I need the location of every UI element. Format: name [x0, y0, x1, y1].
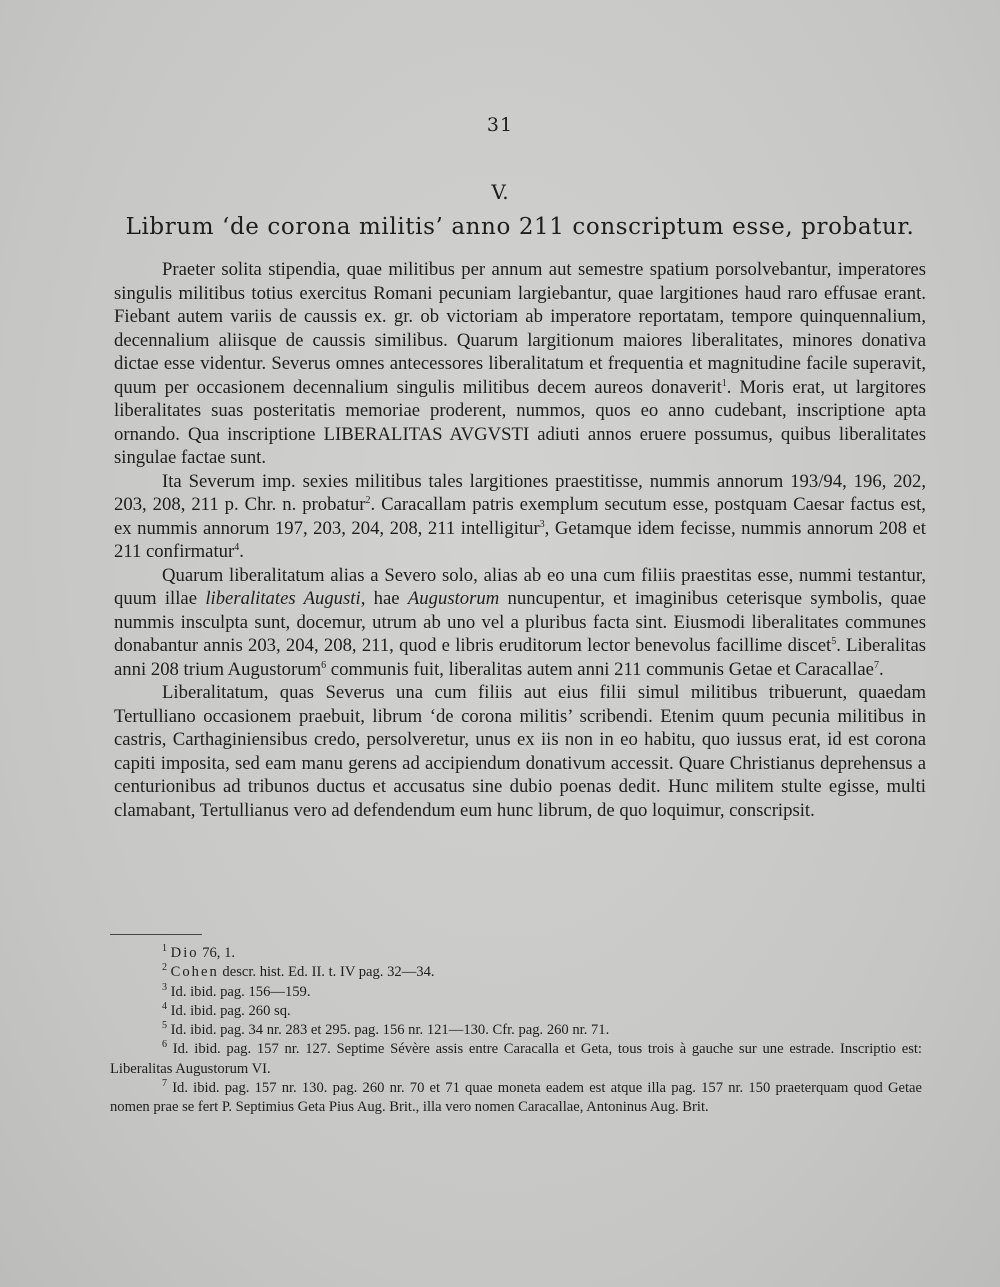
footnote-number: 2 [162, 962, 167, 974]
text-run: Id. ibid. pag. 157 nr. 130. pag. 260 nr. 70 et 71 quae moneta eadem est atque illa pag. 157 nr. 150 praeterquam quod Getae nomen prae se fert P. Septimius Geta Pius Aug. Brit., illa vero nomen Caracallae, Antoninus Aug. Brit. [110, 1080, 922, 1116]
paragraph-1 [114, 258, 926, 470]
text-run: . Caracallam patris exemplum secutum esse, postquam Caesar factus est, ex nummis annorum 197, 203, 204, 208, 211 intelligitur [114, 494, 926, 539]
footnote-7 [110, 1079, 922, 1118]
text-run: Id. ibid. pag. 157 nr. 127. Septime Sévère assis entre Caracalla et Geta, tous trois à gauche sur une estrade. Inscriptio est: Liberalitas Augustorum VI. [110, 1041, 922, 1077]
italic-phrase: liberalitates Augusti [205, 588, 361, 609]
text-run: nuncupentur, et imaginibus ceterisque symbolis, quae nummis insculpta sunt, docemur, utrum ab uno vel a pluribus facta sint. Eiusmodi liberalitates communes donabantur annis 203, 204, 208, 211, quod e libris eruditorum lector benevolus facillime discet [114, 588, 927, 656]
footnote-number: 3 [162, 981, 167, 993]
page-number: 31 [486, 114, 514, 136]
paragraph-4 [114, 681, 926, 822]
text-run: . Moris erat, ut largitores liberalitates suas posteritatis memoriae proderent, nummos, quos eo anno cudebant, inscriptione apta ornando. Qua inscriptione LIBERALITAS AVGVSTI adiuti annos eruere possumus, quibus liberalitates singulae factae sunt. [114, 376, 926, 468]
footnote-ref: 3 [539, 518, 545, 530]
footnote-divider [110, 934, 202, 935]
footnote-ref: 4 [234, 541, 240, 553]
text-run: , Getamque idem fecisse, nummis annorum 208 et 211 confirmatur [114, 517, 926, 562]
text-run: descr. hist. Ed. II. t. IV pag. 32—34. [218, 964, 435, 981]
text-run: . [878, 658, 884, 680]
text-run: Id. ibid. pag. 156—159. [170, 983, 311, 1000]
paragraph-2 [114, 470, 926, 564]
italic-phrase: Augustorum [407, 588, 500, 609]
chapter-heading: Librum ‘de corona militis’ anno 211 conscriptum esse, probatur. [125, 214, 915, 240]
text-run: communis fuit, liberalitas autem anni 211 communis Getae et Caracallae [326, 658, 874, 680]
footnote-number: 7 [162, 1078, 167, 1090]
text-run: . Liberalitas anni 208 trium Augustorum [114, 635, 927, 680]
chapter-number: V. [491, 180, 509, 204]
footnote-3 [110, 983, 922, 1002]
author-name: Dio [170, 945, 199, 961]
footnotes [110, 944, 922, 1118]
footnote-ref: 2 [365, 494, 371, 506]
body-text [114, 258, 926, 822]
paragraph-3 [114, 564, 926, 682]
text-run: , hae [360, 588, 408, 609]
text-run: Ita Severum imp. sexies militibus tales largitiones praestitisse, nummis annorum 193/94, 196, 202, 203, 208, 211 p. Chr. n. probatur [114, 470, 926, 515]
author-name: Cohen [170, 964, 219, 981]
footnote-ref: 1 [721, 377, 727, 389]
footnote-number: 4 [162, 1001, 167, 1013]
text-run: Id. ibid. pag. 260 sq. [170, 1002, 291, 1019]
text-run: 76, 1. [198, 945, 236, 961]
footnote-number: 1 [162, 943, 167, 955]
text-run: Id. ibid. pag. 34 nr. 283 et 295. pag. 156 nr. 121—130. Cfr. pag. 260 nr. 71. [170, 1022, 610, 1039]
footnote-ref: 5 [831, 635, 837, 647]
text-run: . [239, 541, 244, 562]
footnote-number: 6 [162, 1039, 167, 1051]
footnote-number: 5 [162, 1020, 167, 1032]
footnote-2 [110, 963, 922, 982]
text-run: Quarum liberalitatum alias a Severo solo, alias ab eo una cum filiis praestitas esse, nummi testantur, quum illae [114, 564, 926, 609]
footnote-ref: 6 [321, 659, 327, 671]
footnote-5 [110, 1021, 922, 1040]
text-run: Praeter solita stipendia, quae militibus per annum aut semestre spatium porsolvebantur, imperatores singulis militibus totius exercitus Romani pecuniam largiebantur, quae largitiones haud raro effusae erant. Fiebant autem variis de caussis ex. gr. ob victoriam ab imperatore reportatam, tempore quinquennalium, decennalium aliisque de caussis similibus. Quarum largitionum maiores liberalitates, minores donativa dictae esse videntur. Severus omnes antecessores liberalitatum et frequentia et magnitudine facile superavit, quum per occasionem decennalium singulis militibus decem aureos donaverit [114, 259, 926, 398]
text-run: Liberalitatum, quas Severus una cum filiis aut eius filii simul militibus tribuerunt, quaedam Tertulliano occasionem praebuit, librum ‘de corona militis’ scribendi. Etenim quum pecunia militibus in castris, Carthaginiensibus credo, persolveretur, unus ex iis non in eo habitu, quo iussus erat, id est corona capiti imposita, sed eam manu gerens ad accipiendum donativum accessit. Quare Christianus deprehensus a centurionibus ad tribunos ductus et accusatus sine dubio poenas dedit. Hunc militem stulte egisse, multi clamabant, Tertullianus vero ad defendendum eum hunc librum, de quo loquimur, conscripsit. [114, 682, 926, 821]
footnote-4 [110, 1002, 922, 1021]
footnote-6 [110, 1040, 922, 1079]
footnote-ref: 7 [873, 659, 879, 671]
footnote-1 [110, 944, 922, 963]
